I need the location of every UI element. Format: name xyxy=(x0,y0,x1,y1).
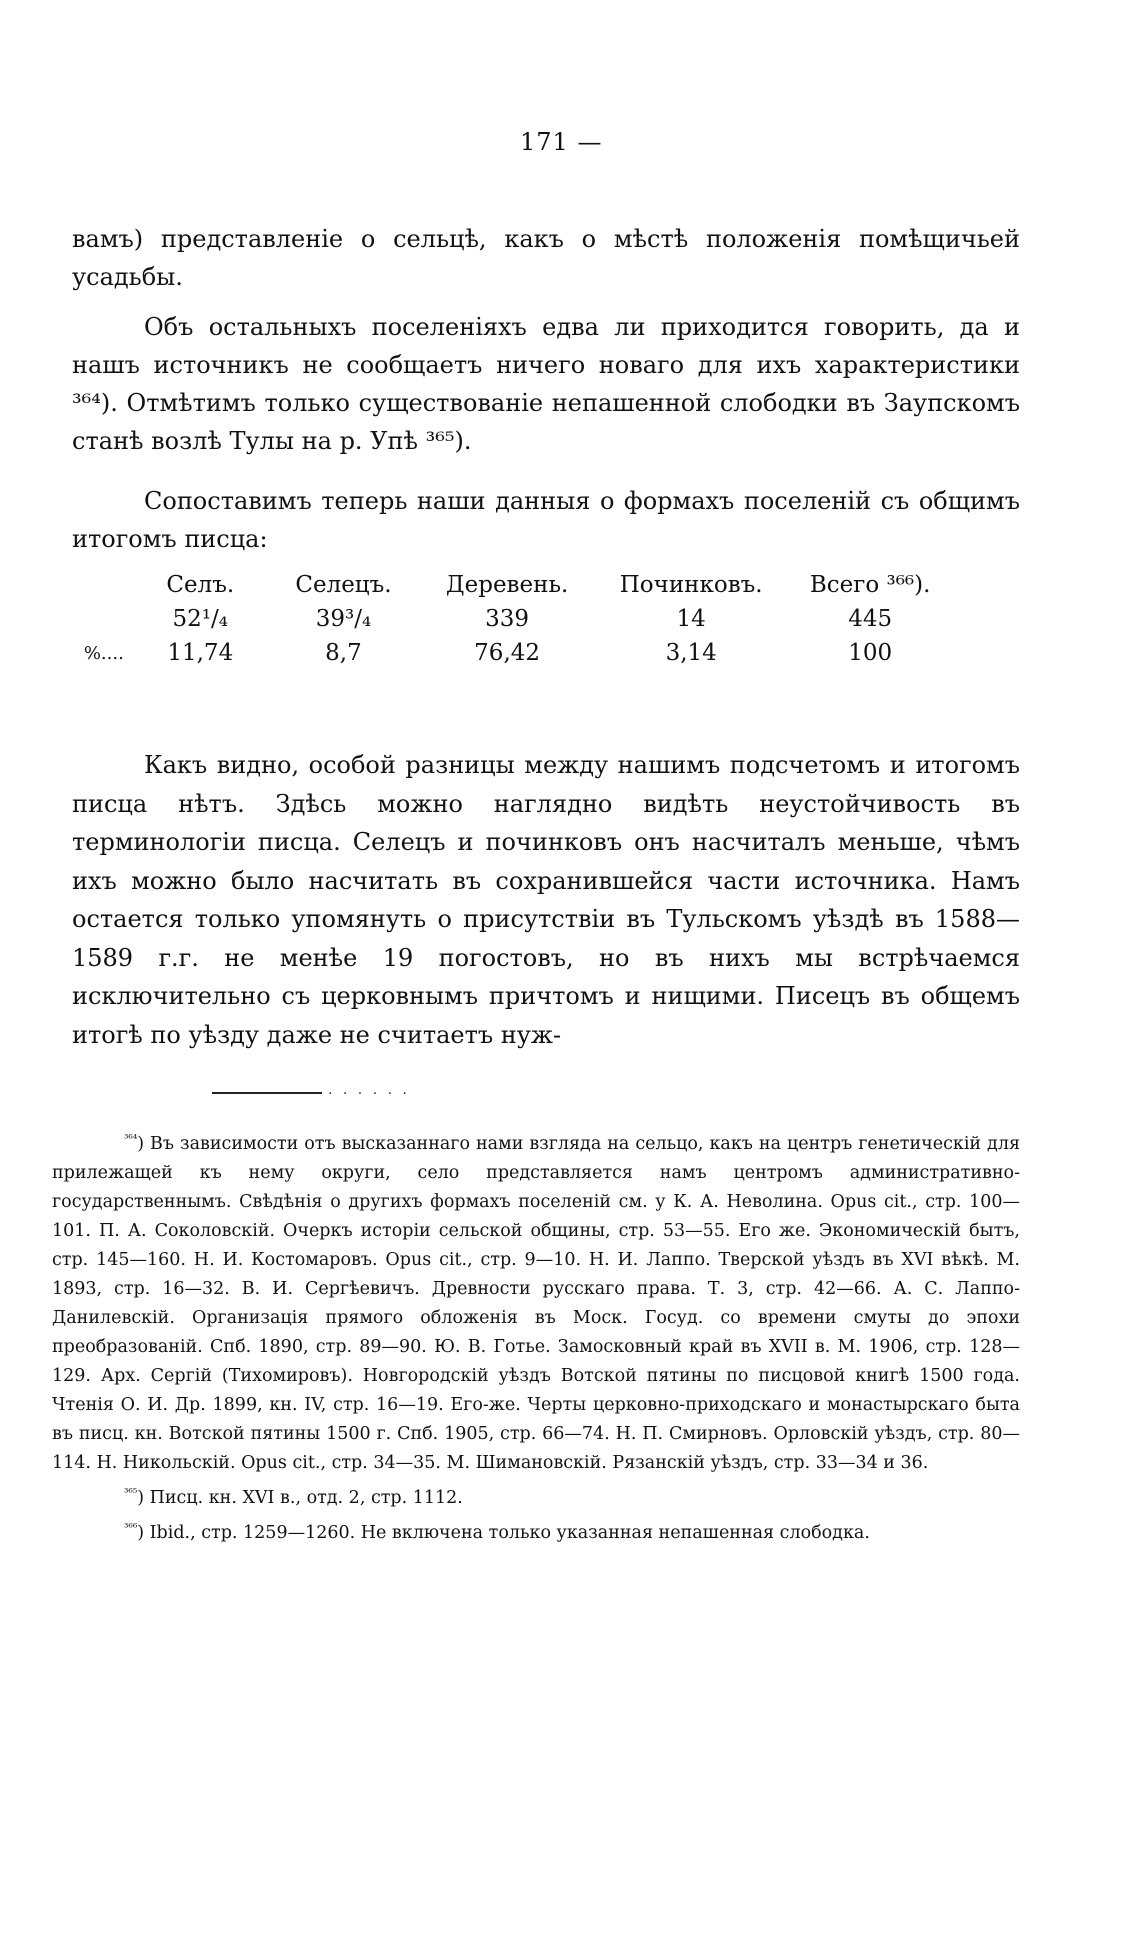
table-header-cell: Селъ. xyxy=(166,572,235,598)
paragraph-analysis: Какъ видно, особой разницы между нашимъ подсчетомъ и итогомъ писца нѣтъ. Здѣсь можно наглядно видѣть неустойчивость въ терминологіи писца. Селецъ и починковъ онъ насчиталъ меньше, чѣмъ ихъ можно было насчитать въ сохранившейся части источника. Намъ остается только упомянуть о присутствіи въ Тульскомъ уѣздѣ въ 1588—1589 г.г. не менѣе 19 погостовъ, но въ нихъ мы встрѣчаемся исключительно съ церковнымъ причтомъ и нищими. Писецъ въ общемъ итогѣ по уѣзду даже не считаетъ нуж- xyxy=(72,751,1020,1049)
footnotes-block xyxy=(52,1124,1020,1547)
table-cell: 8,7 xyxy=(325,640,362,666)
table-cell: 3,14 xyxy=(665,640,717,666)
table-row-label xyxy=(52,602,134,636)
table-cell: 445 xyxy=(848,606,893,632)
table-row-percent xyxy=(52,636,952,670)
table-header-cell: Всего ³⁶⁶). xyxy=(809,572,931,598)
footnote-364 xyxy=(52,1124,1020,1478)
table-header-cell: Починковъ. xyxy=(619,572,763,598)
table-cell: 39³/₄ xyxy=(315,606,372,632)
footnote-separator-dots: . . . . . . xyxy=(328,1082,410,1098)
table-header-cell: Деревень. xyxy=(445,572,569,598)
footnote-marker: ³⁶⁴ xyxy=(124,1132,138,1145)
paragraph-comparison-intro: Сопоставимъ теперь наши данныя о формахъ поселеній съ общимъ итогомъ писца: xyxy=(72,487,1020,553)
page-number: 171 — xyxy=(520,128,603,156)
settlement-stats-table xyxy=(52,568,952,670)
table-header-row xyxy=(52,568,952,602)
footnote-text: ) Писц. кн. XVI в., отд. 2, стр. 1112. xyxy=(137,1487,463,1508)
table-row-label: %.... xyxy=(83,642,124,664)
table-cell: 11,74 xyxy=(167,640,234,666)
table-cell: 52¹/₄ xyxy=(172,606,229,632)
footnote-366 xyxy=(52,1513,1020,1548)
paragraph-continuation: вамъ) представленіе о сельцѣ, какъ о мѣстѣ положенія помѣщичьей усадьбы. xyxy=(72,225,1020,291)
table-corner-cell xyxy=(52,568,134,602)
table-cell: 76,42 xyxy=(474,640,541,666)
footnote-separator xyxy=(212,1092,322,1094)
table-cell: 14 xyxy=(676,606,706,632)
footnote-marker: ³⁶⁶ xyxy=(124,1520,138,1534)
footnote-marker: ³⁶⁵ xyxy=(124,1485,138,1499)
table-cell: 339 xyxy=(485,606,530,632)
paragraph-other-settlements: Объ остальныхъ поселеніяхъ едва ли приходится говорить, да и нашъ источникъ не сообщаетъ ничего новаго для ихъ характеристики ³⁶⁴). Отмѣтимъ только существованіе непашенной слободки въ Заупскомъ станѣ возлѣ Тулы на р. Упѣ ³⁶⁵). xyxy=(72,313,1020,455)
footnote-text: ) Ibid., стр. 1259—1260. Не включена только указанная непашенная слободка. xyxy=(137,1522,870,1543)
table-row-counts xyxy=(52,602,952,636)
footnote-365 xyxy=(52,1478,1020,1513)
table-cell: 100 xyxy=(848,640,893,666)
table-header-cell: Селецъ. xyxy=(295,572,392,598)
footnote-text: ) Въ зависимости отъ высказаннаго нами взгляда на сельцо, какъ на центръ генетическій для прилежащей къ нему округи, село представляется намъ центромъ административно-государственнымъ. Свѣдѣнія о другихъ формахъ поселеній см. у К. А. Неволина. Opus cit., стр. 100—101. П. А. Соколовскій. Очеркъ исторіи сельской общины, стр. 53—55. Его же. Экономическій бытъ, стр. 145—160. Н. И. Костомаровъ. Opus cit., стр. 9—10. Н. И. Лаппо. Тверской уѣздъ въ XVI вѣкѣ. М. 1893, стр. 16—32. В. И. Сергѣевичъ. Древности русскаго права. Т. 3, стр. 42—66. А. С. Лаппо-Данилевскій. Организація прямого обложенія въ Моск. Госуд. со времени смуты до эпохи преобразованій. Спб. 1890, стр. 89—90. Ю. В. Готье. Замосковный край въ XVII в. М. 1906, стр. 128—129. Арх. Сергій (Тихомировъ). Новгородскій уѣздъ Вотской пятины по писцовой книгѣ 1500 года. Чтенія О. И. Др. 1899, кн. IV, стр. 16—19. Его-же. Черты церковно-приходскаго и монастырскаго быта въ писц. кн. Вотской пятины 1500 г. Спб. 1905, стр. 66—74. Н. П. Смирновъ. Орловскій уѣздъ, стр. 80—114. Н. Никольскій. Opus cit., стр. 34—35. М. Шимановскій. Рязанскій уѣздъ, стр. 33—34 и 36. xyxy=(52,1133,1020,1473)
